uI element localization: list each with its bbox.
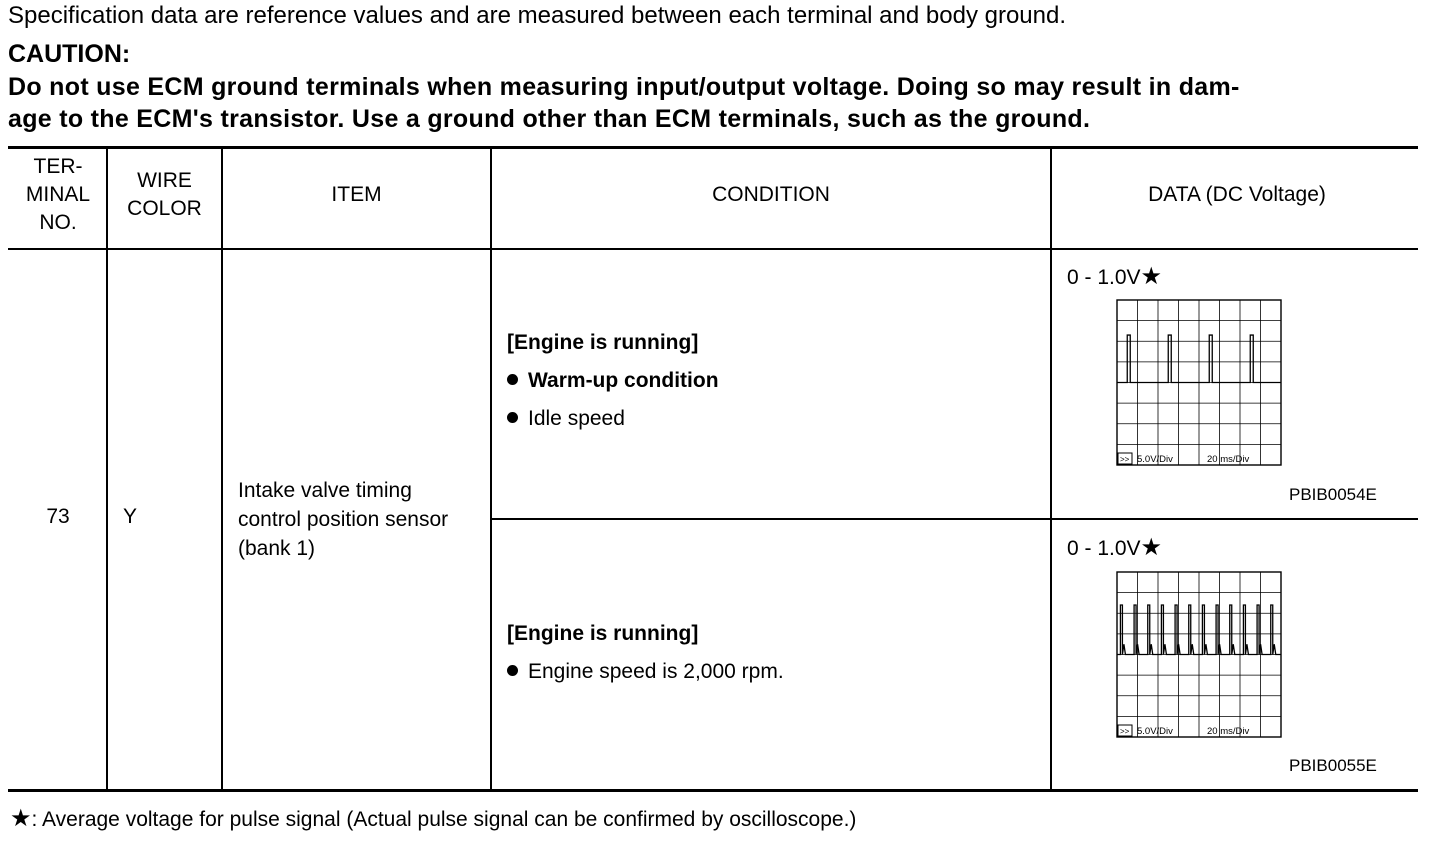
bullet-icon — [507, 665, 518, 676]
header-wire-line-2: COLOR — [127, 197, 202, 220]
condition-2 — [507, 615, 784, 691]
data-1-value-text: 0 - 1.0V — [1067, 266, 1141, 289]
wire-color: Y — [123, 505, 138, 528]
figure-id-1: PBIB0054E — [1289, 485, 1377, 504]
header-wire-color — [108, 167, 221, 223]
data-2-value — [1067, 533, 1162, 562]
col-divider-2 — [221, 148, 223, 790]
table-bottom-rule — [8, 789, 1418, 792]
item-line-2: control position sensor — [238, 508, 449, 531]
item-description — [238, 476, 448, 563]
figure-id-2: PBIB0055E — [1289, 756, 1377, 775]
header-terminal-line-1: TER- — [33, 155, 83, 178]
scope-marker: >> — [1120, 455, 1130, 464]
col-divider-4 — [1050, 148, 1052, 790]
header-data: DATA (DC Voltage) — [1148, 183, 1326, 206]
item-line-3: (bank 1) — [238, 537, 316, 560]
col-divider-3 — [490, 148, 492, 790]
intro-text: Specification data are reference values and are measured between each terminal and body ground. — [8, 2, 1067, 29]
bullet-icon — [507, 412, 518, 423]
header-terminal-line-3: NO. — [39, 211, 77, 234]
item-line-1: Intake valve timing — [238, 479, 412, 502]
condition-1-bullet-2-text: Idle speed — [528, 407, 625, 430]
col-divider-1 — [106, 148, 108, 790]
header-condition: CONDITION — [712, 183, 830, 206]
star-icon: ★ — [1140, 263, 1163, 290]
data-2-value-text: 0 - 1.0V — [1067, 537, 1141, 560]
scope-voltage-scale: 5.0V/Div — [1137, 726, 1173, 737]
footnote-text: : Average voltage for pulse signal (Actual pulse signal can be confirmed by oscilloscope.) — [31, 808, 857, 831]
scope-time-scale: 20 ms/Div — [1207, 454, 1250, 465]
caution-title: CAUTION: — [8, 40, 131, 68]
scope-voltage-scale: 5.0V/Div — [1137, 454, 1173, 465]
data-1-value — [1067, 262, 1162, 291]
oscilloscope-figure-2 — [1116, 571, 1282, 758]
footnote — [10, 804, 856, 833]
row-divider — [491, 518, 1418, 520]
header-bottom-rule — [8, 248, 1418, 250]
oscilloscope-screen — [1116, 299, 1282, 481]
bullet-icon — [507, 374, 518, 385]
oscilloscope-screen — [1116, 571, 1282, 753]
scope-marker: >> — [1120, 727, 1130, 736]
header-terminal — [10, 153, 106, 237]
terminal-number: 73 — [46, 505, 70, 528]
condition-1-bullet-2 — [507, 400, 719, 438]
oscilloscope-figure-1 — [1116, 299, 1282, 486]
condition-1-title: [Engine is running] — [507, 331, 699, 354]
caution-line-1: Do not use ECM ground terminals when measuring input/output voltage. Doing so may result in dam- — [8, 73, 1240, 101]
condition-2-title: [Engine is running] — [507, 622, 699, 645]
header-item: ITEM — [331, 183, 382, 206]
table-top-rule — [8, 146, 1418, 149]
star-icon: ★ — [10, 805, 32, 832]
header-wire-line-1: WIRE — [137, 169, 192, 192]
star-icon: ★ — [1140, 534, 1163, 561]
condition-1-bullet-1 — [507, 362, 719, 400]
header-terminal-line-2: MINAL — [25, 183, 91, 206]
condition-2-bullet-1-text: Engine speed is 2,000 rpm. — [528, 660, 784, 683]
caution-text — [8, 71, 1428, 135]
caution-line-2: age to the ECM's transistor. Use a ground other than ECM terminals, such as the ground. — [8, 105, 1091, 133]
condition-1-bullet-1-text: Warm-up condition — [528, 369, 719, 392]
condition-2-bullet-1 — [507, 653, 784, 691]
scope-time-scale: 20 ms/Div — [1207, 726, 1250, 737]
condition-1 — [507, 324, 719, 438]
